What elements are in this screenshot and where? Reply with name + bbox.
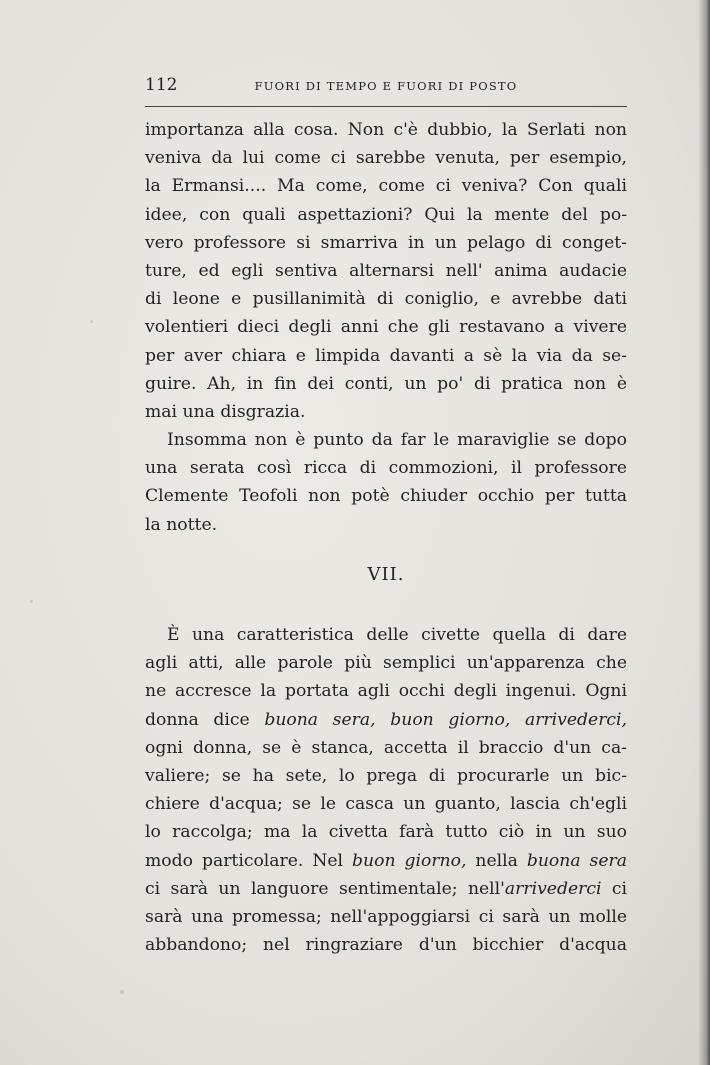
- text-line: lo raccolga; ma la civetta farà tutto ciò in un suo: [145, 822, 627, 843]
- paper-speck: [30, 600, 33, 603]
- text-line: guire. Ah, in fin dei conti, un po' di pratica non è: [145, 373, 627, 394]
- text-run: [376, 710, 391, 730]
- text-line: una serata così ricca di commozioni, il professore: [145, 458, 627, 479]
- page-header: [145, 74, 627, 96]
- text-line: veniva da lui come ci sarebbe venuta, per esempio,: [145, 148, 627, 169]
- text-line: Clemente Teofoli non potè chiuder occhio per tutta: [145, 486, 627, 507]
- section-heading: VII.: [367, 564, 405, 585]
- text-line: abbandono; nel ringraziare d'un bicchier d'acqua: [145, 935, 627, 956]
- text-line: di leone e pusillanimità di coniglio, e avrebbe dati: [145, 289, 627, 310]
- paper-speck: [90, 320, 93, 323]
- text-run: nella: [466, 850, 527, 871]
- running-title: FUORI DI TEMPO E FUORI DI POSTO: [254, 79, 518, 93]
- italic-run: buon giorno,: [390, 709, 511, 730]
- text-line: ne accresce la portata agli occhi degli ingenui. Ogni: [145, 681, 627, 702]
- text-line: volentieri dieci degli anni che gli restavano a vivere: [145, 317, 627, 338]
- paragraph-2: [145, 426, 627, 539]
- page-edge-shadow: [698, 0, 710, 1065]
- text-run: [510, 710, 525, 730]
- text-line: importanza alla cosa. Non c'è dubbio, la Serlati non: [145, 120, 627, 140]
- text-line: agli atti, alle parole più semplici un'apparenza che: [145, 653, 627, 674]
- text-line: ogni donna, se è stanca, accetta il braccio d'un ca-: [145, 737, 627, 758]
- page-number: 112: [145, 75, 178, 95]
- italic-run: buona sera,: [264, 709, 376, 730]
- text-run: donna dice: [145, 709, 265, 730]
- text-line: la Ermansi.... Ma come, come ci veniva? Con quali: [145, 176, 627, 197]
- text-line: valiere; se ha sete, lo prega di procurarle un bic-: [145, 765, 627, 786]
- text-line: vero professore si smarriva in un pelago di conget-: [145, 232, 627, 253]
- header-rule: [145, 106, 627, 107]
- text-line: idee, con quali aspettazioni? Qui la mente del po-: [145, 204, 627, 225]
- text-line: per aver chiara e limpida davanti a sè la via da se-: [145, 345, 627, 366]
- italic-run: buon giorno,: [352, 850, 467, 871]
- italic-run: buona sera: [526, 850, 627, 871]
- text-line: la notte.: [145, 514, 218, 535]
- text-run: modo particolare. Nel: [145, 850, 353, 871]
- paragraph-3: [145, 621, 627, 959]
- text-line: ture, ed egli sentiva alternarsi nell' anima audacie: [145, 260, 627, 281]
- text-line: [145, 875, 627, 903]
- text-line: È una caratteristica delle civette quella di dare: [167, 625, 627, 645]
- text-line: chiere d'acqua; se le casca un guanto, lascia ch'egli: [145, 794, 627, 815]
- text-line: Insomma non è punto da far le maraviglie se dopo: [167, 430, 627, 450]
- text-line: sarà una promessa; nell'appoggiarsi ci sarà un molle: [145, 906, 627, 927]
- text-line: [145, 706, 627, 734]
- text-line: mai una disgrazia.: [145, 401, 306, 422]
- text-line: [145, 847, 627, 875]
- text-run: ci: [601, 878, 627, 899]
- text-run: ci sarà un languore sentimentale; nell': [145, 878, 505, 899]
- italic-run: arrivederci,: [524, 709, 628, 730]
- paper-speck: [120, 990, 124, 994]
- italic-run: arrivederci: [504, 878, 602, 899]
- paragraph-1: [145, 116, 627, 426]
